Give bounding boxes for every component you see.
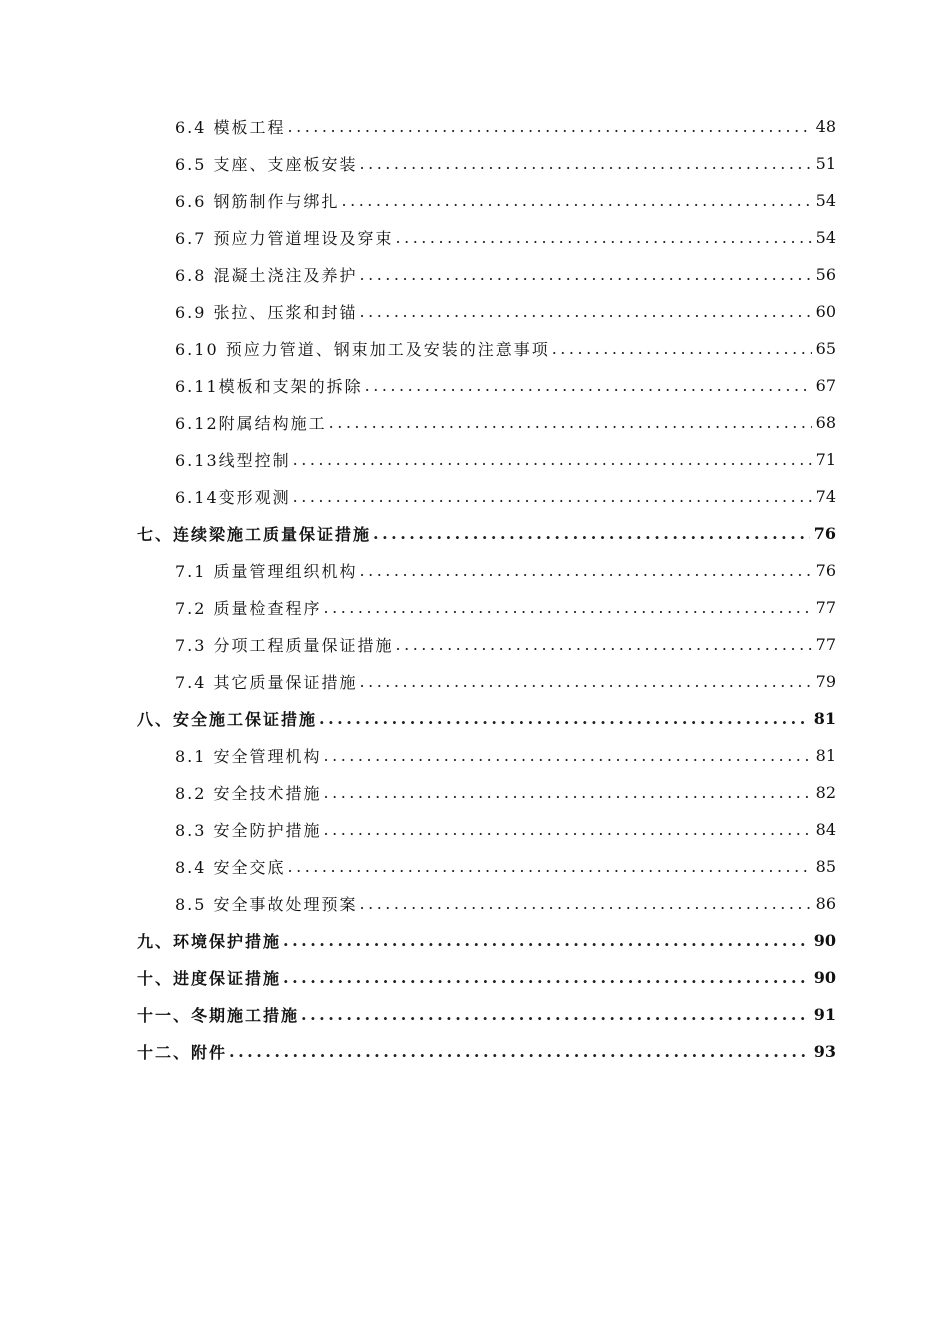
toc-entry[interactable] xyxy=(0,663,950,700)
toc-entry-title: 6.13线型控制 xyxy=(175,451,291,470)
toc-entry-title: 6.5 支座、支座板安装 xyxy=(175,155,358,174)
toc-dot-leader xyxy=(396,635,812,654)
toc-entry-page: 82 xyxy=(815,783,836,802)
toc-entry-page: 86 xyxy=(815,894,836,913)
toc-entry-page: 67 xyxy=(815,376,836,395)
toc-entry[interactable] xyxy=(0,256,950,293)
toc-entry-title: 6.9 张拉、压浆和封锚 xyxy=(175,303,358,322)
toc-dot-leader xyxy=(360,561,812,580)
toc-entry-title: 8.3 安全防护措施 xyxy=(175,821,322,840)
toc-dot-leader xyxy=(552,339,812,358)
toc-dot-leader xyxy=(324,783,812,802)
toc-dot-leader xyxy=(288,857,812,876)
toc-entry[interactable] xyxy=(0,441,950,478)
toc-entry[interactable] xyxy=(0,182,950,219)
toc-dot-leader xyxy=(360,672,812,691)
toc-entry[interactable] xyxy=(0,552,950,589)
toc-entry-page: 54 xyxy=(815,228,836,247)
toc-dot-leader xyxy=(324,746,812,765)
toc-entry[interactable] xyxy=(0,330,950,367)
toc-entry-page: 48 xyxy=(815,117,836,136)
toc-dot-leader xyxy=(288,117,812,136)
toc-entry[interactable] xyxy=(0,737,950,774)
toc-entry[interactable] xyxy=(0,404,950,441)
toc-chapter-title: 八、安全施工保证措施 xyxy=(137,710,318,729)
toc-entry-title: 6.4 模板工程 xyxy=(175,118,286,137)
toc-entry[interactable] xyxy=(0,478,950,515)
toc-entry-title: 7.1 质量管理组织机构 xyxy=(175,562,358,581)
toc-chapter-page: 93 xyxy=(813,1042,836,1061)
toc-entry[interactable] xyxy=(0,108,950,145)
toc-dot-leader xyxy=(229,1042,810,1061)
toc-entry-page: 77 xyxy=(815,598,836,617)
toc-chapter[interactable] xyxy=(0,515,950,552)
toc-dot-leader xyxy=(360,265,812,284)
toc-entry-page: 65 xyxy=(815,339,836,358)
toc-chapter[interactable] xyxy=(0,959,950,996)
toc-entry-title: 6.8 混凝土浇注及养护 xyxy=(175,266,358,285)
toc-dot-leader xyxy=(324,820,812,839)
toc-chapter[interactable] xyxy=(0,922,950,959)
toc-entry-title: 8.5 安全事故处理预案 xyxy=(175,895,358,914)
toc-chapter-title: 七、连续梁施工质量保证措施 xyxy=(137,525,372,544)
toc-entry-title: 8.1 安全管理机构 xyxy=(175,747,322,766)
toc-dot-leader xyxy=(329,413,812,432)
toc-chapter[interactable] xyxy=(0,700,950,737)
toc-entry[interactable] xyxy=(0,885,950,922)
toc-dot-leader xyxy=(360,302,812,321)
toc-entry-title: 7.3 分项工程质量保证措施 xyxy=(175,636,394,655)
toc-entry-title: 8.2 安全技术措施 xyxy=(175,784,322,803)
toc-entry-page: 81 xyxy=(815,746,836,765)
toc-entry-title: 6.6 钢筋制作与绑扎 xyxy=(175,192,340,211)
toc-dot-leader xyxy=(324,598,812,617)
toc-entry-title: 6.10 预应力管道、钢束加工及安装的注意事项 xyxy=(175,340,550,359)
toc-entry[interactable] xyxy=(0,219,950,256)
toc-dot-leader xyxy=(342,191,812,210)
toc-entry-page: 51 xyxy=(815,154,836,173)
toc-entry-title: 6.14变形观测 xyxy=(175,488,291,507)
toc-entry-title: 6.7 预应力管道埋设及穿束 xyxy=(175,229,394,248)
toc-entry[interactable] xyxy=(0,589,950,626)
toc-entry[interactable] xyxy=(0,293,950,330)
toc-chapter-title: 十一、冬期施工措施 xyxy=(137,1006,300,1025)
toc-chapter-page: 91 xyxy=(813,1005,836,1024)
toc-dot-leader xyxy=(365,376,812,395)
toc-dot-leader xyxy=(301,1005,810,1024)
toc-dot-leader xyxy=(293,450,812,469)
toc-chapter-title: 十二、附件 xyxy=(137,1043,228,1062)
toc-dot-leader xyxy=(360,154,812,173)
toc-entry[interactable] xyxy=(0,626,950,663)
toc-dot-leader xyxy=(373,524,810,543)
toc-entry-title: 6.12附属结构施工 xyxy=(175,414,327,433)
toc-dot-leader xyxy=(396,228,812,247)
toc-entry-page: 84 xyxy=(815,820,836,839)
toc-dot-leader xyxy=(360,894,812,913)
toc-entry-page: 79 xyxy=(815,672,836,691)
toc-chapter-page: 76 xyxy=(813,524,836,543)
toc-entry[interactable] xyxy=(0,774,950,811)
toc-chapter-title: 十、进度保证措施 xyxy=(137,969,282,988)
toc-entry-page: 85 xyxy=(815,857,836,876)
toc-entry-page: 74 xyxy=(815,487,836,506)
toc-entry-title: 7.2 质量检查程序 xyxy=(175,599,322,618)
toc-entry-page: 77 xyxy=(815,635,836,654)
toc-chapter-page: 90 xyxy=(813,968,836,987)
toc-chapter[interactable] xyxy=(0,996,950,1033)
toc-chapter-page: 90 xyxy=(813,931,836,950)
toc-chapter[interactable] xyxy=(0,1033,950,1070)
toc-entry-page: 68 xyxy=(815,413,836,432)
toc-entry[interactable] xyxy=(0,145,950,182)
table-of-contents xyxy=(0,108,950,1070)
toc-entry-page: 56 xyxy=(815,265,836,284)
toc-entry[interactable] xyxy=(0,848,950,885)
toc-entry-page: 76 xyxy=(815,561,836,580)
toc-entry-page: 54 xyxy=(815,191,836,210)
toc-dot-leader xyxy=(293,487,812,506)
toc-dot-leader xyxy=(283,968,810,987)
toc-entry-title: 6.11模板和支架的拆除 xyxy=(175,377,363,396)
toc-entry-page: 60 xyxy=(815,302,836,321)
toc-entry-page: 71 xyxy=(815,450,836,469)
toc-chapter-page: 81 xyxy=(813,709,836,728)
toc-chapter-title: 九、环境保护措施 xyxy=(137,932,282,951)
toc-dot-leader xyxy=(283,931,810,950)
toc-entry-title: 7.4 其它质量保证措施 xyxy=(175,673,358,692)
toc-dot-leader xyxy=(319,709,810,728)
toc-entry[interactable] xyxy=(0,811,950,848)
toc-entry[interactable] xyxy=(0,367,950,404)
toc-entry-title: 8.4 安全交底 xyxy=(175,858,286,877)
